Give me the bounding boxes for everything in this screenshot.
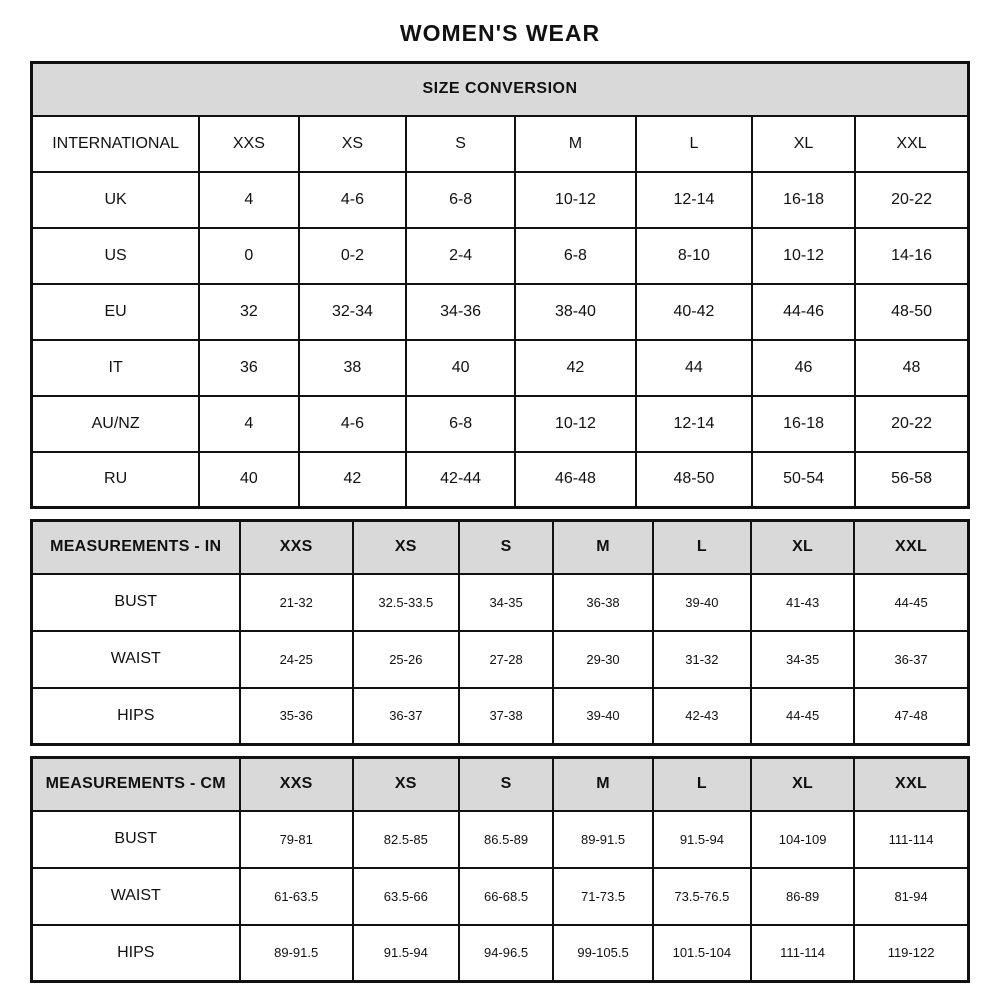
value-cell: 79-81 (240, 811, 353, 868)
table-row (32, 925, 969, 982)
value-cell: 46 (752, 340, 855, 396)
value-cell: 81-94 (854, 868, 968, 925)
value-cell: 42 (515, 340, 636, 396)
value-cell: 8-10 (636, 228, 752, 284)
row-label: HIPS (32, 925, 240, 982)
value-cell: 111-114 (854, 811, 968, 868)
value-cell: 39-40 (653, 574, 751, 631)
value-cell: 46-48 (515, 452, 636, 508)
value-cell: 39-40 (553, 688, 652, 745)
value-cell: 36-37 (854, 631, 968, 688)
row-label: BUST (32, 574, 240, 631)
value-cell: 40 (406, 340, 515, 396)
value-cell: 86-89 (751, 868, 854, 925)
value-cell: 0-2 (299, 228, 407, 284)
value-cell: 10-12 (515, 396, 636, 452)
row-label: UK (32, 172, 200, 228)
value-cell: 48-50 (636, 452, 752, 508)
value-cell: 16-18 (752, 172, 855, 228)
value-cell: 91.5-94 (353, 925, 459, 982)
value-cell: 50-54 (752, 452, 855, 508)
value-cell: 10-12 (752, 228, 855, 284)
value-cell: 16-18 (752, 396, 855, 452)
value-cell: 4-6 (299, 396, 407, 452)
value-cell: 34-36 (406, 284, 515, 340)
value-cell: 44-46 (752, 284, 855, 340)
value-cell: 35-36 (240, 688, 353, 745)
value-cell: 37-38 (459, 688, 554, 745)
size-column-header: XXS (199, 116, 298, 172)
label-column-header: INTERNATIONAL (32, 116, 200, 172)
measurements-in-table (30, 519, 970, 746)
value-cell: 0 (199, 228, 298, 284)
table-title: SIZE CONVERSION (32, 63, 969, 116)
value-cell: 21-32 (240, 574, 353, 631)
table-row (32, 340, 969, 396)
table-row (32, 172, 969, 228)
table-title: MEASUREMENTS - IN (32, 521, 240, 574)
value-cell: 36-37 (353, 688, 459, 745)
value-cell: 6-8 (515, 228, 636, 284)
value-cell: 6-8 (406, 396, 515, 452)
row-label: WAIST (32, 868, 240, 925)
value-cell: 89-91.5 (240, 925, 353, 982)
size-column-header: L (653, 521, 751, 574)
value-cell: 2-4 (406, 228, 515, 284)
table-title: MEASUREMENTS - CM (32, 758, 240, 811)
value-cell: 91.5-94 (653, 811, 751, 868)
row-label: AU/NZ (32, 396, 200, 452)
value-cell: 48 (855, 340, 968, 396)
value-cell: 42-43 (653, 688, 751, 745)
value-cell: 42-44 (406, 452, 515, 508)
measurements-cm-table (30, 756, 970, 983)
size-column-header: XXS (240, 521, 353, 574)
value-cell: 99-105.5 (553, 925, 652, 982)
table-row (32, 284, 969, 340)
value-cell: 31-32 (653, 631, 751, 688)
page-title: WOMEN'S WEAR (399, 20, 601, 46)
size-column-header: XXL (855, 116, 968, 172)
value-cell: 32.5-33.5 (353, 574, 459, 631)
value-cell: 38-40 (515, 284, 636, 340)
value-cell: 71-73.5 (553, 868, 652, 925)
size-column-header: XS (353, 758, 459, 811)
value-cell: 44-45 (751, 688, 854, 745)
value-cell: 89-91.5 (553, 811, 652, 868)
size-column-header: L (636, 116, 752, 172)
value-cell: 4-6 (299, 172, 407, 228)
row-label: HIPS (32, 688, 240, 745)
size-column-header: M (553, 521, 652, 574)
value-cell: 20-22 (855, 396, 968, 452)
size-column-header: XXL (854, 521, 968, 574)
size-column-header: S (459, 521, 554, 574)
tables-container (30, 61, 970, 983)
value-cell: 24-25 (240, 631, 353, 688)
size-column-header: XS (353, 521, 459, 574)
value-cell: 40 (199, 452, 298, 508)
table-row (32, 811, 969, 868)
value-cell: 66-68.5 (459, 868, 554, 925)
value-cell: 73.5-76.5 (653, 868, 751, 925)
size-column-header: L (653, 758, 751, 811)
value-cell: 25-26 (353, 631, 459, 688)
value-cell: 63.5-66 (353, 868, 459, 925)
value-cell: 14-16 (855, 228, 968, 284)
table-row (32, 631, 969, 688)
value-cell: 27-28 (459, 631, 554, 688)
size-column-header: XS (299, 116, 407, 172)
value-cell: 36 (199, 340, 298, 396)
value-cell: 48-50 (855, 284, 968, 340)
table-row (32, 452, 969, 508)
value-cell: 94-96.5 (459, 925, 554, 982)
size-column-header: S (459, 758, 554, 811)
value-cell: 119-122 (854, 925, 968, 982)
value-cell: 101.5-104 (653, 925, 751, 982)
value-cell: 86.5-89 (459, 811, 554, 868)
size-column-header: XXL (854, 758, 968, 811)
table-row (32, 228, 969, 284)
value-cell: 38 (299, 340, 407, 396)
value-cell: 4 (199, 172, 298, 228)
value-cell: 20-22 (855, 172, 968, 228)
size-column-header: XXS (240, 758, 353, 811)
value-cell: 32-34 (299, 284, 407, 340)
table-row (32, 396, 969, 452)
value-cell: 61-63.5 (240, 868, 353, 925)
table-row (32, 868, 969, 925)
table-row (32, 688, 969, 745)
value-cell: 42 (299, 452, 407, 508)
value-cell: 6-8 (406, 172, 515, 228)
value-cell: 4 (199, 396, 298, 452)
value-cell: 34-35 (751, 631, 854, 688)
size-column-header: M (553, 758, 652, 811)
value-cell: 12-14 (636, 396, 752, 452)
value-cell: 82.5-85 (353, 811, 459, 868)
size-column-header: S (406, 116, 515, 172)
size-column-header: XL (751, 521, 854, 574)
size-column-header: XL (751, 758, 854, 811)
value-cell: 111-114 (751, 925, 854, 982)
size-column-header: XL (752, 116, 855, 172)
value-cell: 56-58 (855, 452, 968, 508)
table-row (32, 574, 969, 631)
value-cell: 40-42 (636, 284, 752, 340)
value-cell: 10-12 (515, 172, 636, 228)
value-cell: 44-45 (854, 574, 968, 631)
size-conversion-table (30, 61, 970, 509)
value-cell: 32 (199, 284, 298, 340)
row-label: IT (32, 340, 200, 396)
row-label: RU (32, 452, 200, 508)
row-label: US (32, 228, 200, 284)
size-column-header: M (515, 116, 636, 172)
row-label: BUST (32, 811, 240, 868)
value-cell: 41-43 (751, 574, 854, 631)
value-cell: 12-14 (636, 172, 752, 228)
value-cell: 29-30 (553, 631, 652, 688)
row-label: WAIST (32, 631, 240, 688)
value-cell: 44 (636, 340, 752, 396)
value-cell: 34-35 (459, 574, 554, 631)
value-cell: 36-38 (553, 574, 652, 631)
value-cell: 47-48 (854, 688, 968, 745)
value-cell: 104-109 (751, 811, 854, 868)
row-label: EU (32, 284, 200, 340)
